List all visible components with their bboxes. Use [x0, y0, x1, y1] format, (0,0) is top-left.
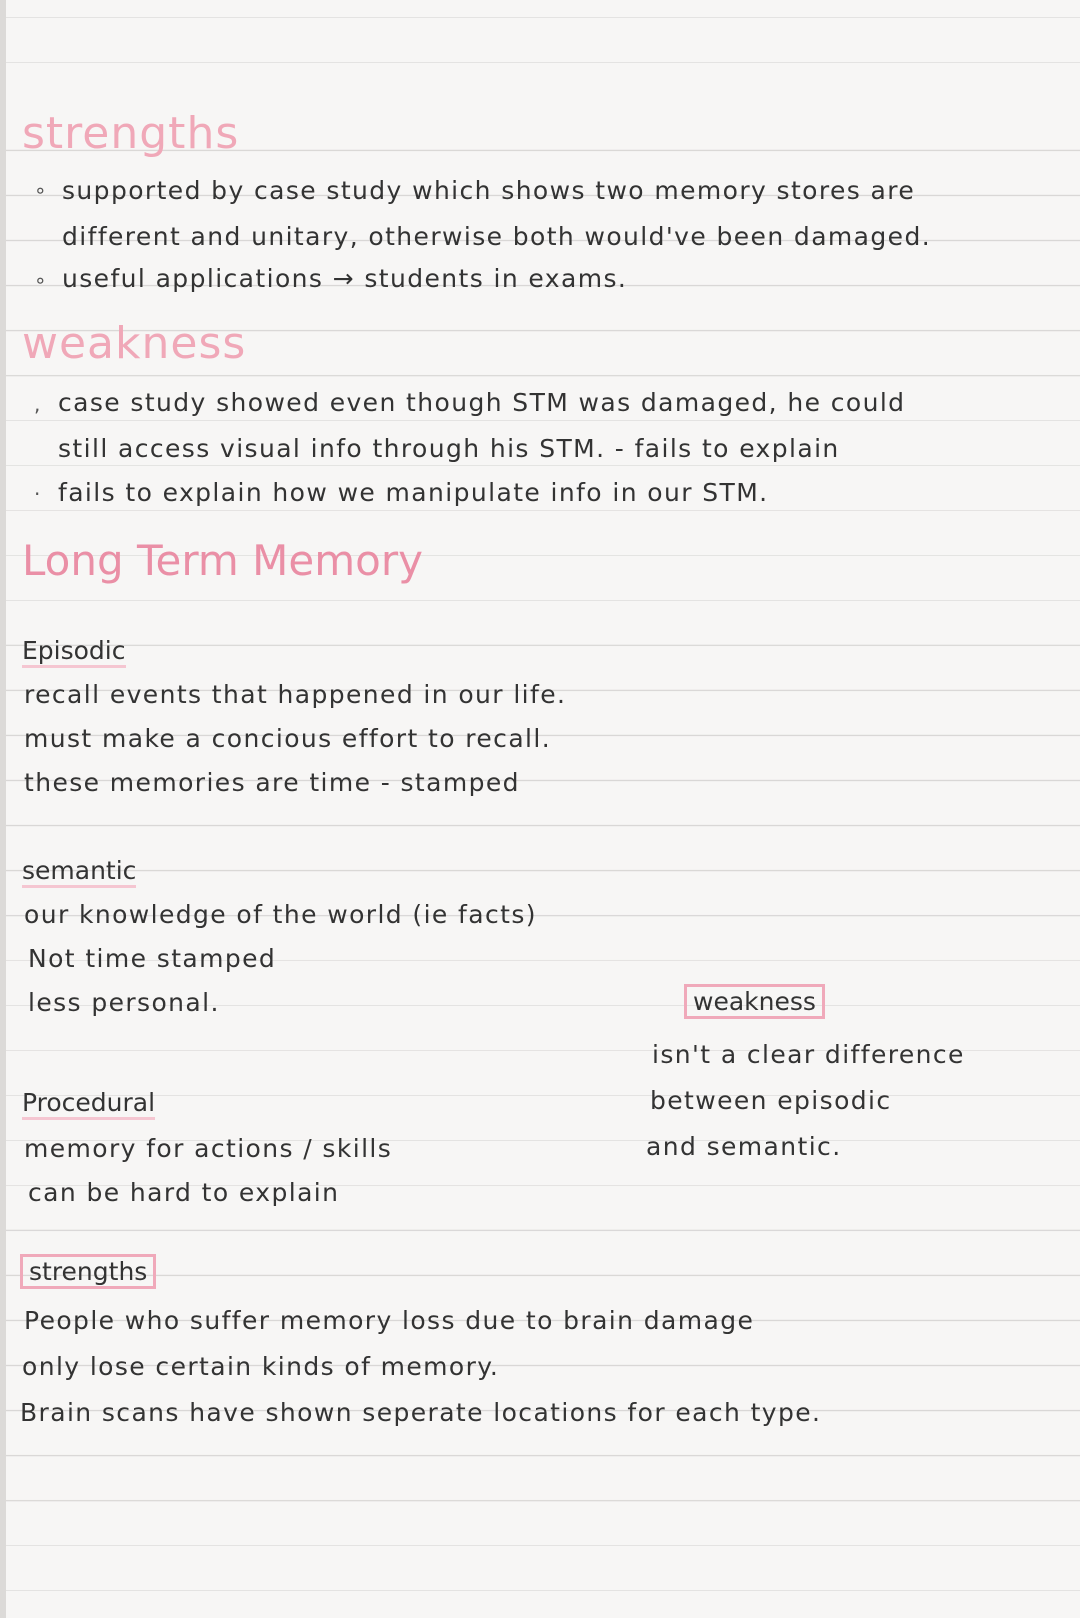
semantic-line-3: less personal.	[28, 988, 220, 1017]
episodic-line-1: recall events that happened in our life.	[24, 680, 567, 709]
semantic-heading: semantic	[22, 856, 136, 888]
ltm-strengths-heading: strengths	[20, 1254, 156, 1289]
bullet-dot: ∘	[34, 178, 47, 202]
ltm-weakness-heading: weakness	[684, 984, 825, 1019]
bullet-dot: ∘	[34, 268, 47, 292]
strengths-line-2: different and unitary, otherwise both would've been damaged.	[62, 222, 932, 251]
weakness-line-1: case study showed even though STM was damaged, he could	[58, 388, 906, 417]
weakness-heading: weakness	[22, 318, 247, 369]
ltm-strengths-line-3: Brain scans have shown seperate locations for each type.	[20, 1398, 822, 1427]
bullet-dot: ·	[34, 482, 41, 506]
strengths-line-3: useful applications → students in exams.	[62, 264, 628, 293]
strengths-line-1: supported by case study which shows two memory stores are	[62, 176, 916, 205]
ltm-strengths-line-1: People who suffer memory loss due to brain damage	[24, 1306, 755, 1335]
weakness-line-2: still access visual info through his STM. - fails to explain	[58, 434, 840, 463]
ltm-title: Long Term Memory	[22, 536, 423, 585]
semantic-line-2: Not time stamped	[28, 944, 277, 973]
procedural-line-1: memory for actions / skills	[24, 1134, 393, 1163]
strengths-heading: strengths	[22, 108, 240, 159]
weakness-line-3: fails to explain how we manipulate info in our STM.	[58, 478, 769, 507]
ltm-weakness-line-1: isn't a clear difference	[652, 1040, 965, 1069]
episodic-line-3: these memories are time - stamped	[24, 768, 520, 797]
ltm-strengths-line-2: only lose certain kinds of memory.	[22, 1352, 500, 1381]
procedural-heading: Procedural	[22, 1088, 155, 1120]
semantic-line-1: our knowledge of the world (ie facts)	[24, 900, 537, 929]
bullet-dot: ,	[34, 392, 41, 416]
episodic-heading: Episodic	[22, 636, 126, 668]
ltm-weakness-line-3: and semantic.	[646, 1132, 842, 1161]
ltm-weakness-line-2: between episodic	[650, 1086, 892, 1115]
procedural-line-2: can be hard to explain	[28, 1178, 340, 1207]
episodic-line-2: must make a concious effort to recall.	[24, 724, 552, 753]
